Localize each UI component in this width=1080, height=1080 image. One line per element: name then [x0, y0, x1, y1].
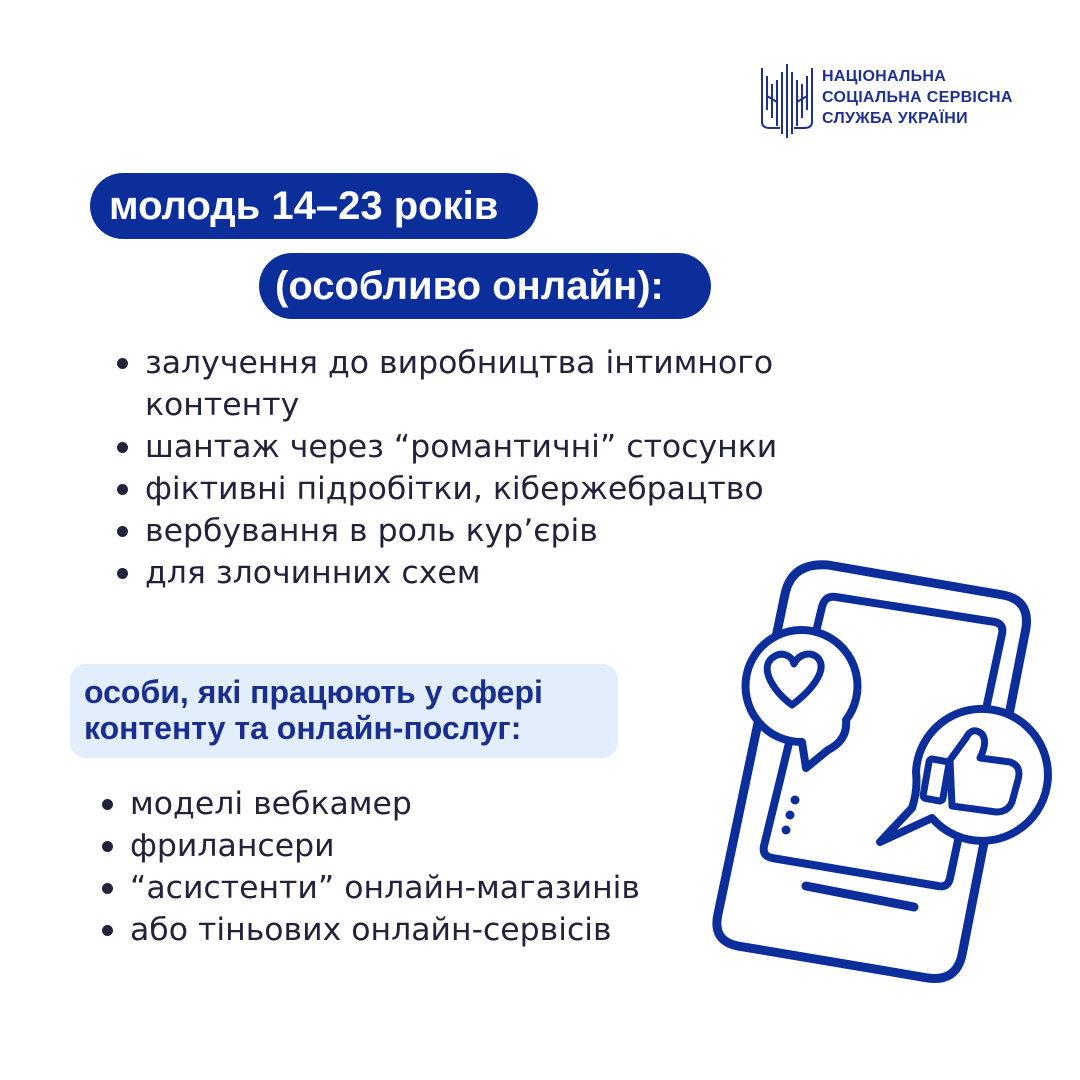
section2-list — [130, 783, 640, 951]
org-name-line2: СОЦІАЛЬНА СЕРВІСНА — [822, 89, 1013, 106]
section2-title-box — [70, 664, 618, 758]
section1-title-line2: (особливо онлайн): — [275, 264, 664, 308]
section1-title-pill — [90, 173, 538, 239]
phone-illustration — [712, 555, 1062, 990]
org-name-line1: НАЦІОНАЛЬНА — [822, 68, 947, 85]
bullet-icon — [117, 442, 128, 453]
list-item — [130, 825, 640, 867]
list-item-text: залучення до виробництва інтимного контенту — [145, 345, 774, 423]
bullet-icon — [102, 883, 113, 894]
section2-title-line2: контенту та онлайн-послуг: — [84, 710, 522, 746]
list-item — [130, 867, 640, 909]
org-emblem-icon — [758, 62, 814, 140]
list-item-text: вербування в роль кур’єрів — [145, 513, 598, 549]
list-item-text: шантаж через “романтичні” стосунки — [145, 429, 778, 465]
list-item-text: “асистенти” онлайн-магазинів — [130, 870, 640, 906]
list-item-text: моделі вебкамер — [130, 786, 412, 822]
list-item — [145, 342, 865, 426]
list-item-text: фрилансери — [130, 828, 335, 864]
list-item-text: фіктивні підробітки, кібержебрацтво — [145, 471, 764, 507]
org-name — [822, 66, 1013, 129]
bullet-icon — [117, 484, 128, 495]
list-item-text: для злочинних схем — [145, 555, 481, 591]
list-item — [145, 468, 865, 510]
org-logo — [758, 62, 1058, 142]
list-item-text: або тіньових онлайн-сервісів — [130, 912, 612, 948]
bullet-icon — [117, 358, 128, 369]
list-item — [145, 510, 865, 552]
bullet-icon — [102, 925, 113, 936]
section1-title-line1: молодь 14–23 років — [109, 184, 499, 228]
list-item — [130, 783, 640, 825]
bullet-icon — [102, 841, 113, 852]
section1-subtitle-pill — [259, 253, 711, 319]
list-item — [145, 426, 865, 468]
section2-title-line1: особи, які працюють у сфері — [84, 674, 543, 710]
bullet-icon — [117, 568, 128, 579]
org-name-line3: СЛУЖБА УКРАЇНИ — [822, 110, 968, 127]
bullet-icon — [102, 799, 113, 810]
bullet-icon — [117, 526, 128, 537]
list-item — [130, 909, 640, 951]
